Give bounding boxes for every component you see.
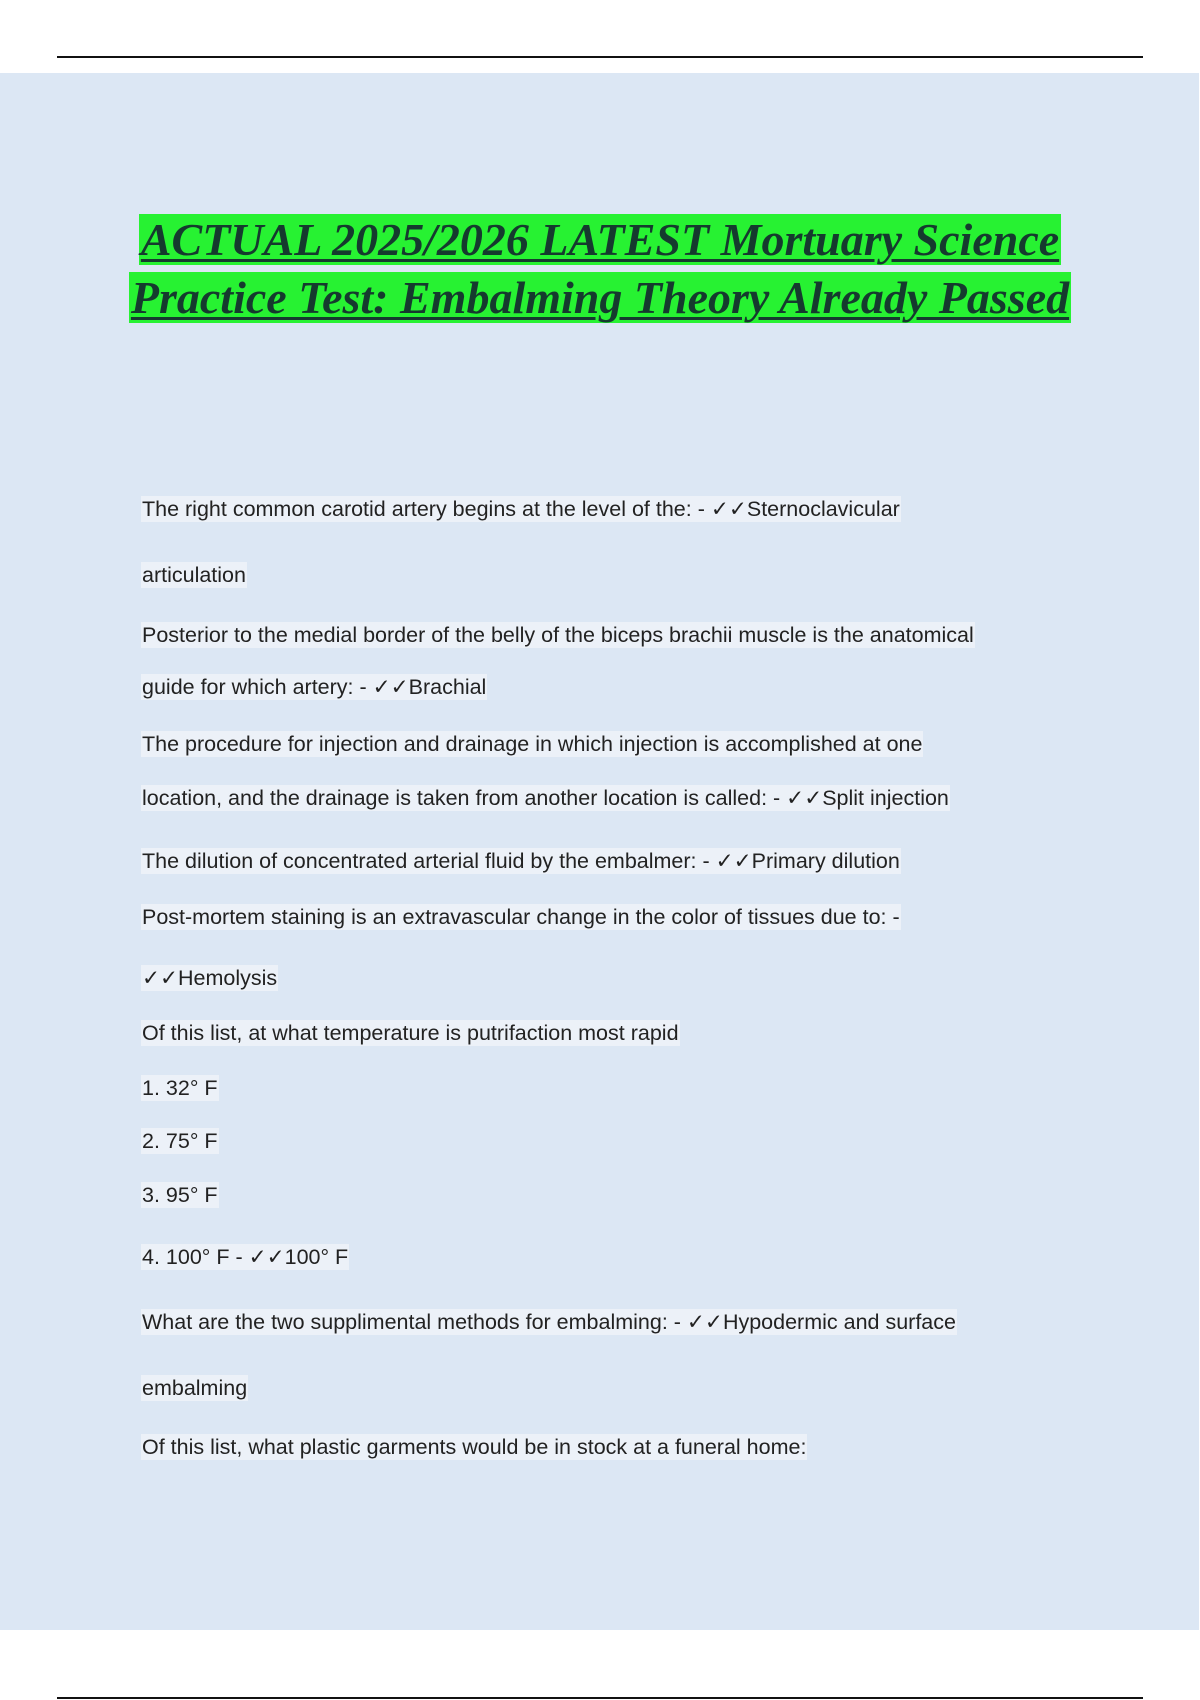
list-item: 4. 100° F - ✓✓100° F: [142, 1245, 349, 1269]
text-line: What are the two supplimental methods for embalming: - ✓✓Hypodermic and surface: [142, 1310, 956, 1334]
text-line: Post-mortem staining is an extravascular change in the color of tissues due to: -: [142, 905, 900, 929]
list-item: 3. 95° F: [142, 1183, 218, 1207]
text-line: Of this list, what plastic garments would be in stock at a funeral home:: [142, 1435, 807, 1459]
text-line: The right common carotid artery begins at the level of the: - ✓✓Sternoclavicular: [142, 497, 900, 521]
text-line: guide for which artery: - ✓✓Brachial: [142, 675, 487, 699]
title-highlight: ACTUAL 2025/2026 LATEST Mortuary Science Practice Test: Embalming Theory Already Passed: [130, 214, 1070, 323]
document-page: [0, 73, 1199, 1630]
text-line: location, and the drainage is taken from another location is called: - ✓✓Split injection: [142, 786, 949, 810]
document-title: [100, 211, 1100, 327]
text-line: embalming: [142, 1376, 248, 1400]
text-line: articulation: [142, 563, 246, 587]
list-item: 2. 75° F: [142, 1129, 218, 1153]
text-line: ✓✓Hemolysis: [142, 966, 278, 990]
bottom-rule: [57, 1697, 1143, 1699]
text-line: Posterior to the medial border of the belly of the biceps brachii muscle is the anatomical: [142, 623, 974, 647]
list-item: 1. 32° F: [142, 1076, 218, 1100]
text-line: Of this list, at what temperature is putrifaction most rapid: [142, 1021, 679, 1045]
text-line: The dilution of concentrated arterial fluid by the embalmer: - ✓✓Primary dilution: [142, 849, 900, 873]
text-line: The procedure for injection and drainage in which injection is accomplished at one: [142, 732, 923, 756]
top-rule: [57, 56, 1143, 58]
